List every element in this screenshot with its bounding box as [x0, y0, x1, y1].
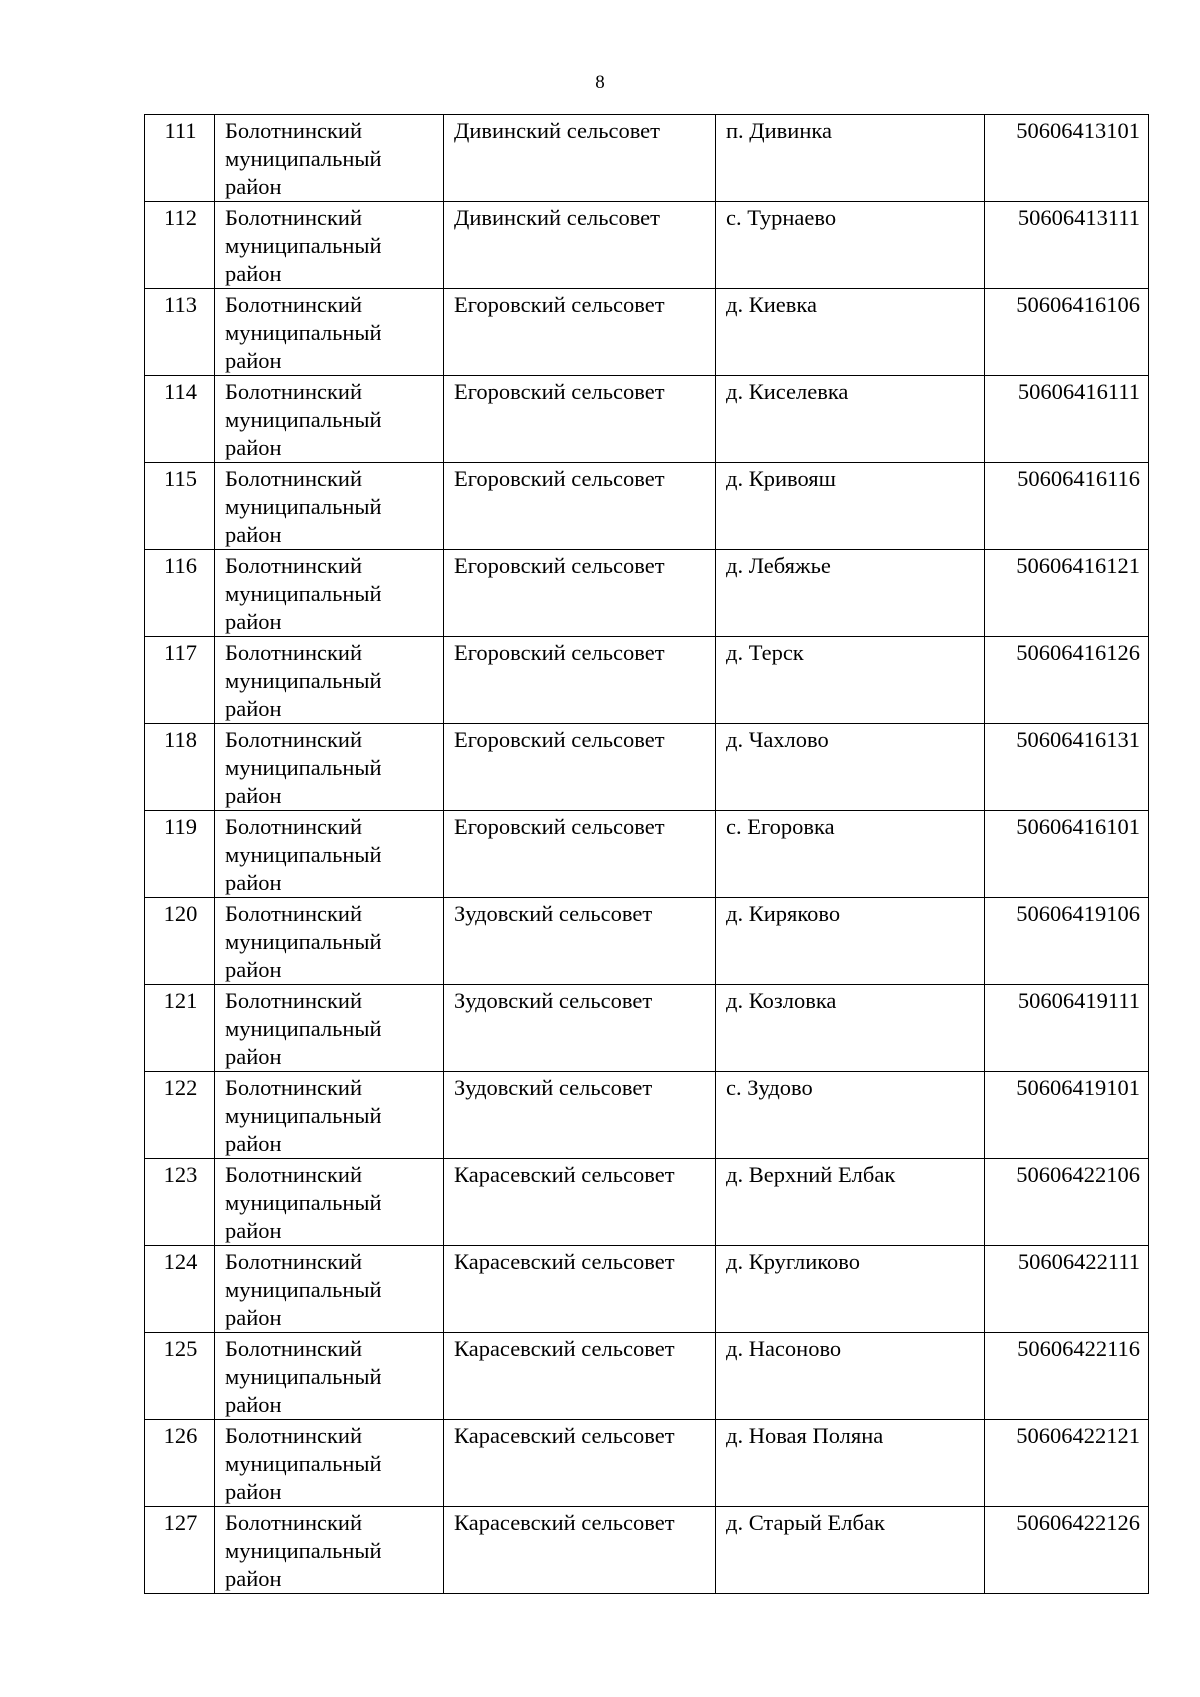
- oktmo-code-cell: 50606422121: [985, 1420, 1149, 1507]
- locality-cell: д. Лебяжье: [716, 550, 985, 637]
- council-cell: Егоровский сельсовет: [444, 376, 716, 463]
- row-number-cell: 111: [145, 115, 215, 202]
- table-row: [145, 898, 1149, 985]
- table-row: [145, 1246, 1149, 1333]
- council-cell: Зудовский сельсовет: [444, 1072, 716, 1159]
- table-row: [145, 1420, 1149, 1507]
- district-cell: Болотнинский муниципальный район: [215, 1072, 444, 1159]
- district-cell: Болотнинский муниципальный район: [215, 550, 444, 637]
- oktmo-code-cell: 50606416116: [985, 463, 1149, 550]
- table-row: [145, 1507, 1149, 1594]
- locality-cell: с. Егоровка: [716, 811, 985, 898]
- locality-cell: д. Новая Поляна: [716, 1420, 985, 1507]
- page-number: 8: [595, 72, 605, 93]
- table-row: [145, 724, 1149, 811]
- locality-cell: д. Кругликово: [716, 1246, 985, 1333]
- council-cell: Карасевский сельсовет: [444, 1333, 716, 1420]
- district-cell: Болотнинский муниципальный район: [215, 637, 444, 724]
- table-row: [145, 1159, 1149, 1246]
- oktmo-code-cell: 50606416111: [985, 376, 1149, 463]
- row-number-cell: 117: [145, 637, 215, 724]
- oktmo-code-cell: 50606416131: [985, 724, 1149, 811]
- district-cell: Болотнинский муниципальный район: [215, 202, 444, 289]
- row-number-cell: 114: [145, 376, 215, 463]
- district-cell: Болотнинский муниципальный район: [215, 1246, 444, 1333]
- council-cell: Дивинский сельсовет: [444, 115, 716, 202]
- council-cell: Егоровский сельсовет: [444, 811, 716, 898]
- table-row: [145, 202, 1149, 289]
- council-cell: Егоровский сельсовет: [444, 637, 716, 724]
- row-number-cell: 113: [145, 289, 215, 376]
- table-row: [145, 811, 1149, 898]
- council-cell: Карасевский сельсовет: [444, 1507, 716, 1594]
- district-cell: Болотнинский муниципальный район: [215, 811, 444, 898]
- council-cell: Карасевский сельсовет: [444, 1246, 716, 1333]
- oktmo-code-cell: 50606422116: [985, 1333, 1149, 1420]
- table-row: [145, 985, 1149, 1072]
- district-cell: Болотнинский муниципальный район: [215, 376, 444, 463]
- district-cell: Болотнинский муниципальный район: [215, 1159, 444, 1246]
- oktmo-code-cell: 50606413111: [985, 202, 1149, 289]
- district-cell: Болотнинский муниципальный район: [215, 115, 444, 202]
- locality-cell: д. Верхний Елбак: [716, 1159, 985, 1246]
- district-cell: Болотнинский муниципальный район: [215, 985, 444, 1072]
- locality-cell: д. Терск: [716, 637, 985, 724]
- table-row: [145, 637, 1149, 724]
- district-cell: Болотнинский муниципальный район: [215, 724, 444, 811]
- row-number-cell: 116: [145, 550, 215, 637]
- locality-cell: д. Насоново: [716, 1333, 985, 1420]
- table-row: [145, 376, 1149, 463]
- locality-cell: д. Старый Елбак: [716, 1507, 985, 1594]
- locality-cell: д. Кривояш: [716, 463, 985, 550]
- oktmo-code-cell: 50606413101: [985, 115, 1149, 202]
- locality-cell: п. Дивинка: [716, 115, 985, 202]
- row-number-cell: 121: [145, 985, 215, 1072]
- council-cell: Егоровский сельсовет: [444, 289, 716, 376]
- oktmo-code-cell: 50606419101: [985, 1072, 1149, 1159]
- table-body: [145, 115, 1149, 1594]
- council-cell: Дивинский сельсовет: [444, 202, 716, 289]
- council-cell: Зудовский сельсовет: [444, 898, 716, 985]
- settlements-table: [144, 114, 1149, 1594]
- oktmo-code-cell: 50606422106: [985, 1159, 1149, 1246]
- district-cell: Болотнинский муниципальный район: [215, 463, 444, 550]
- row-number-cell: 112: [145, 202, 215, 289]
- council-cell: Карасевский сельсовет: [444, 1159, 716, 1246]
- council-cell: Егоровский сельсовет: [444, 463, 716, 550]
- table-row: [145, 1072, 1149, 1159]
- district-cell: Болотнинский муниципальный район: [215, 1333, 444, 1420]
- locality-cell: с. Турнаево: [716, 202, 985, 289]
- row-number-cell: 127: [145, 1507, 215, 1594]
- oktmo-code-cell: 50606422111: [985, 1246, 1149, 1333]
- oktmo-code-cell: 50606419111: [985, 985, 1149, 1072]
- row-number-cell: 118: [145, 724, 215, 811]
- table-row: [145, 1333, 1149, 1420]
- row-number-cell: 115: [145, 463, 215, 550]
- council-cell: Карасевский сельсовет: [444, 1420, 716, 1507]
- district-cell: Болотнинский муниципальный район: [215, 898, 444, 985]
- table-row: [145, 550, 1149, 637]
- row-number-cell: 120: [145, 898, 215, 985]
- row-number-cell: 124: [145, 1246, 215, 1333]
- oktmo-code-cell: 50606416121: [985, 550, 1149, 637]
- oktmo-code-cell: 50606422126: [985, 1507, 1149, 1594]
- district-cell: Болотнинский муниципальный район: [215, 289, 444, 376]
- locality-cell: с. Зудово: [716, 1072, 985, 1159]
- oktmo-code-cell: 50606416106: [985, 289, 1149, 376]
- council-cell: Зудовский сельсовет: [444, 985, 716, 1072]
- row-number-cell: 125: [145, 1333, 215, 1420]
- row-number-cell: 119: [145, 811, 215, 898]
- oktmo-code-cell: 50606416101: [985, 811, 1149, 898]
- council-cell: Егоровский сельсовет: [444, 724, 716, 811]
- district-cell: Болотнинский муниципальный район: [215, 1420, 444, 1507]
- locality-cell: д. Чахлово: [716, 724, 985, 811]
- row-number-cell: 126: [145, 1420, 215, 1507]
- table-row: [145, 289, 1149, 376]
- locality-cell: д. Козловка: [716, 985, 985, 1072]
- council-cell: Егоровский сельсовет: [444, 550, 716, 637]
- locality-cell: д. Киселевка: [716, 376, 985, 463]
- table-row: [145, 463, 1149, 550]
- row-number-cell: 122: [145, 1072, 215, 1159]
- locality-cell: д. Киряково: [716, 898, 985, 985]
- district-cell: Болотнинский муниципальный район: [215, 1507, 444, 1594]
- oktmo-code-cell: 50606416126: [985, 637, 1149, 724]
- row-number-cell: 123: [145, 1159, 215, 1246]
- table-row: [145, 115, 1149, 202]
- locality-cell: д. Киевка: [716, 289, 985, 376]
- oktmo-code-cell: 50606419106: [985, 898, 1149, 985]
